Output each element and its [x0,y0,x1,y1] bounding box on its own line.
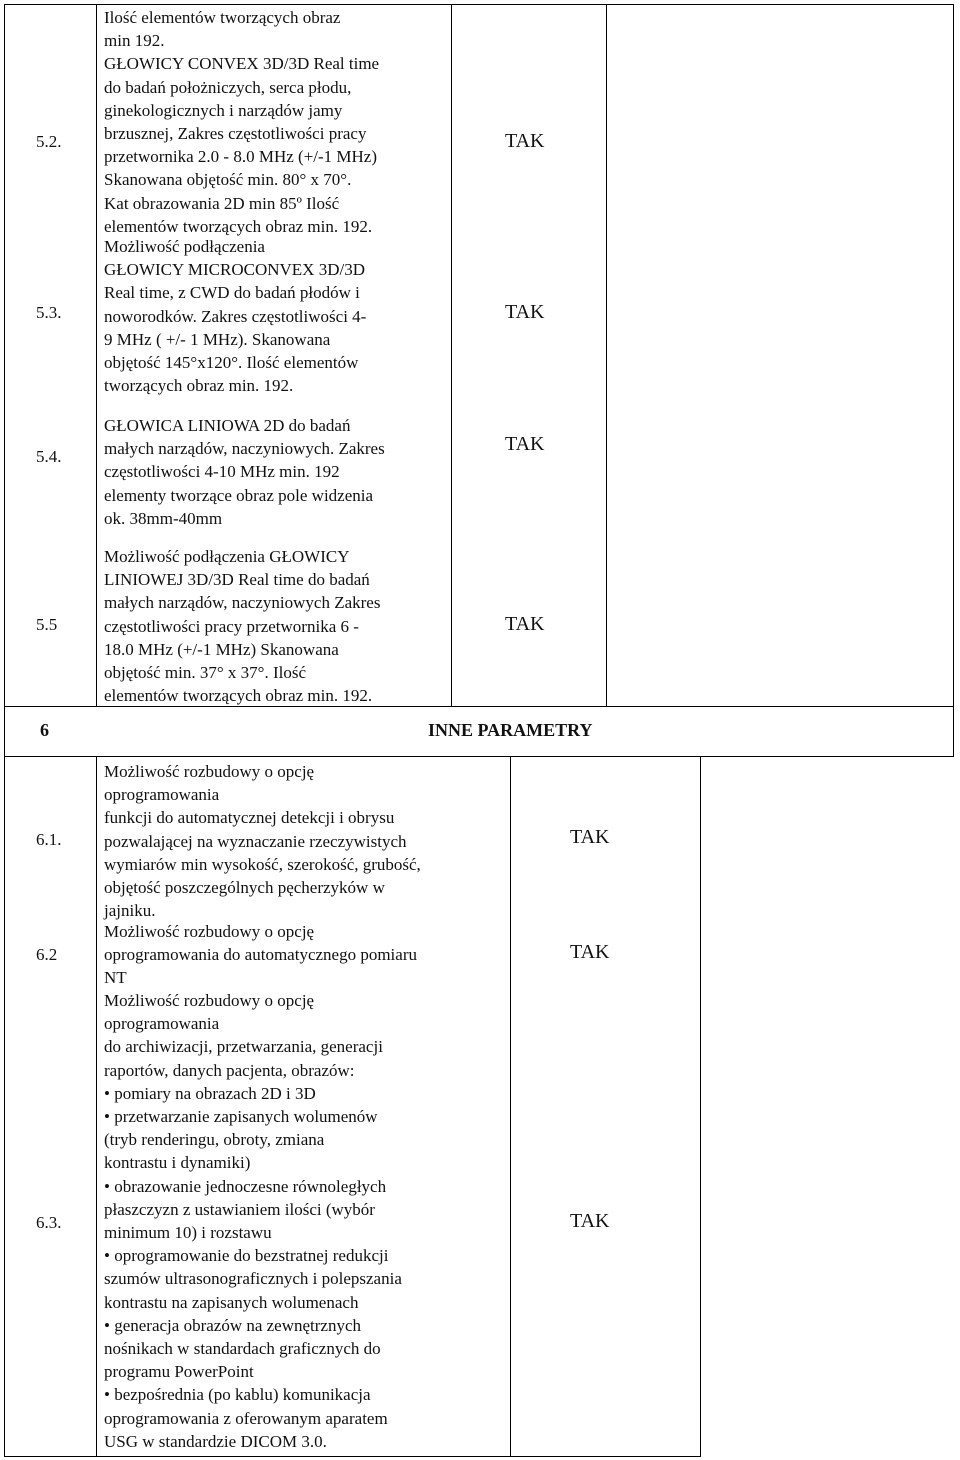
desc-line: • oprogramowanie do bezstratnej redukcji [104,1246,389,1266]
desc-line: nośnikach w standardach graficznych do [104,1339,381,1359]
row-number: 5.5 [36,615,58,634]
desc-line: objętość 145°x120°. Ilość elementów [104,353,359,373]
desc-line: • generacja obrazów na zewnętrznych [104,1315,362,1335]
row-description [104,414,449,530]
desc-line: pozwalającej na wyznaczanie rzeczywistych [104,831,407,851]
row-description [104,920,504,990]
row-number: 5.2. [36,132,62,151]
desc-line: oprogramowania do automatycznego pomiaru [104,945,417,965]
row-description [104,989,504,1453]
desc-line: Możliwość rozbudowy o opcję [104,991,315,1010]
desc-line: przetwornika 2.0 - 8.0 MHz (+/-1 MHz) [104,147,378,167]
desc-line: GŁOWICA LINIOWA 2D do badań [104,416,351,435]
desc-line: • obrazowanie jednoczesne równoległych [104,1176,387,1196]
desc-line: szumów ultrasonograficznych i polepszania [104,1269,402,1289]
value-tak: TAK [505,130,545,152]
value-tak: TAK [505,301,545,323]
desc-line: oprogramowania [104,785,220,805]
desc-line: Real time, z CWD do badań płodów i [104,283,360,303]
value-tak: TAK [570,941,610,963]
desc-line: elementów tworzących obraz min. 192. [104,686,373,706]
desc-line: Możliwość podłączenia [104,237,265,256]
desc-line: tworzących obraz min. 192. [104,376,294,396]
desc-line: • bezpośrednia (po kablu) komunikacja [104,1385,371,1405]
desc-line: małych narządów, naczyniowych Zakres [104,593,381,613]
desc-line: oprogramowania [104,1014,220,1034]
desc-line: Możliwość podłączenia GŁOWICY [104,547,350,566]
desc-line: funkcji do automatycznej detekcji i obrysu [104,808,395,828]
row-number: 6.2 [36,945,58,964]
desc-line: ok. 38mm-40mm [104,508,223,528]
desc-line: • przetwarzanie zapisanych wolumenów [104,1107,378,1127]
row-number: 6.1. [36,830,62,849]
value-tak: TAK [505,613,545,635]
row-number: 5.4. [36,447,62,466]
desc-line: częstotliwości pracy przetwornika 6 - [104,616,359,636]
desc-line: Skanowana objętość min. 80° x 70°. [104,170,352,190]
desc-line: raportów, danych pacjenta, obrazów: [104,1060,355,1080]
desc-line: objętość poszczególnych pęcherzyków w [104,878,385,898]
value-tak: TAK [570,1210,610,1232]
section-number: 6 [40,720,49,740]
desc-line: (tryb renderingu, obroty, zmiana [104,1130,325,1150]
desc-line: GŁOWICY CONVEX 3D/3D Real time [104,54,380,74]
desc-line: 9 MHz ( +/- 1 MHz). Skanowana [104,329,331,349]
row-description [104,760,504,922]
desc-line: oprogramowania z oferowanym aparatem [104,1408,388,1428]
desc-line: elementów tworzących obraz min. 192. [104,216,373,236]
desc-line: do badań położniczych, serca płodu, [104,77,352,97]
section-title: INNE PARAMETRY [428,720,593,740]
desc-line: USG w standardzie DICOM 3.0. [104,1431,327,1451]
desc-line: kontrastu i dynamiki) [104,1153,251,1173]
row-description [104,6,449,238]
value-tak: TAK [570,826,610,848]
desc-line: noworodków. Zakres częstotliwości 4- [104,306,367,326]
desc-line: brzusznej, Zakres częstotliwości pracy [104,124,367,144]
desc-line: małych narządów, naczyniowych. Zakres [104,439,385,459]
desc-line: wymiarów min wysokość, szerokość, grubość, [104,854,421,874]
desc-line: LINIOWEJ 3D/3D Real time do badań [104,570,370,590]
desc-line: min 192. [104,31,165,51]
desc-line: częstotliwości 4-10 MHz min. 192 [104,462,340,482]
desc-line: GŁOWICY MICROCONVEX 3D/3D [104,260,365,280]
row-description [104,235,449,397]
desc-line: minimum 10) i rozstawu [104,1223,272,1243]
desc-line: elementy tworzące obraz pole widzenia [104,485,374,505]
desc-line: NT [104,968,127,988]
desc-line: objętość min. 37° x 37°. Ilość [104,663,306,683]
desc-line: ginekologicznych i narządów jamy [104,100,343,120]
row-number: 6.3. [36,1213,62,1232]
desc-line: płaszczyzn z ustawianiem ilości (wybór [104,1199,375,1219]
desc-line: Możliwość rozbudowy o opcję [104,762,315,781]
desc-line: • pomiary na obrazach 2D i 3D [104,1083,316,1103]
desc-line: jajniku. [104,901,156,921]
row-description [104,545,449,707]
row-number: 5.3. [36,303,62,322]
desc-line: do archiwizacji, przetwarzania, generacji [104,1037,383,1057]
desc-line: Możliwość rozbudowy o opcję [104,922,315,941]
value-tak: TAK [505,433,545,455]
desc-line: Ilość elementów tworzących obraz [104,8,341,27]
desc-line: kontrastu na zapisanych wolumenach [104,1292,359,1312]
desc-line: 18.0 MHz (+/-1 MHz) Skanowana [104,639,339,659]
desc-line: programu PowerPoint [104,1362,254,1382]
desc-line: Kat obrazowania 2D min 85º Ilość [104,193,340,213]
